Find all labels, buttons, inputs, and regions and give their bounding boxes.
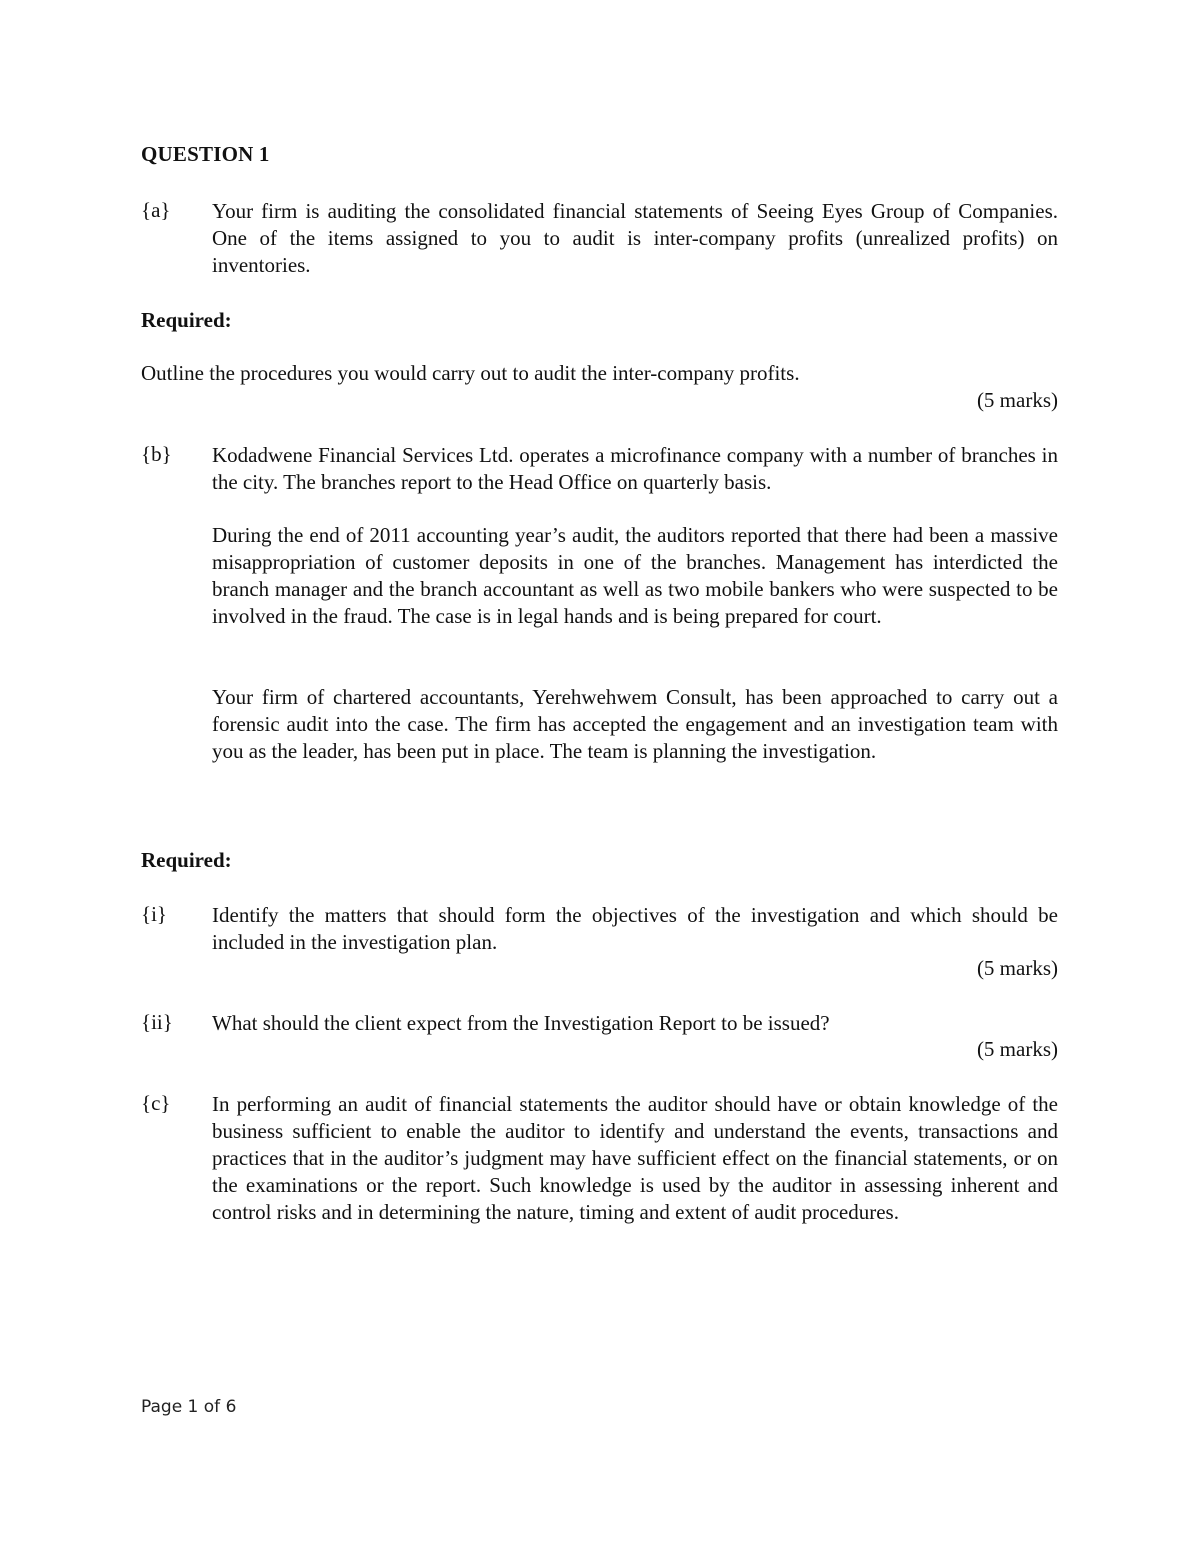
part-b-sub-ii-label: {ii} — [141, 1010, 173, 1034]
part-b-sub-i-label: {i} — [141, 902, 167, 926]
part-b-sub-ii-text: What should the client expect from the Investigation Report to be issued? — [212, 1011, 830, 1035]
part-b-required-heading: Required: — [141, 848, 232, 872]
part-a-text: Your firm is auditing the consolidated financial statements of Seeing Eyes Group of Companies. One of the items assigned to you to audit is inter-company profits (unrealized profits) on inventories. — [212, 199, 1058, 277]
part-a-marks: (5 marks) — [976, 388, 1058, 412]
part-a-label: {a} — [141, 198, 171, 222]
part-b-sub-ii-marks: (5 marks) — [976, 1037, 1058, 1061]
part-a-instruction: Outline the procedures you would carry out to audit the inter-company profits. — [141, 361, 800, 385]
part-b-label: {b} — [141, 442, 172, 466]
question-title: QUESTION 1 — [141, 142, 270, 166]
part-a-required-heading: Required: — [141, 308, 232, 332]
part-c-label: {c} — [141, 1091, 171, 1115]
part-b-sub-i-marks: (5 marks) — [976, 956, 1058, 980]
part-c-text: In performing an audit of financial statements the auditor should have or obtain knowledge of the business sufficient to enable the auditor to identify and understand the events, transactions and practices that in the auditor’s judgment may have sufficient effect on the financial statements, or on the examinations or the report. Such knowledge is used by the auditor in assessing inherent and control risks and in determining the nature, timing and extent of audit procedures. — [212, 1092, 1058, 1224]
part-b-paragraph-3: Your firm of chartered accountants, Yerehwehwem Consult, has been approached to carry out a forensic audit into the case. The firm has accepted the engagement and an investigation team with you as the leader, has been put in place. The team is planning the investigation. — [212, 685, 1058, 763]
part-b-paragraph-1: Kodadwene Financial Services Ltd. operates a microfinance company with a number of branches in the city. The branches report to the Head Office on quarterly basis. — [212, 443, 1058, 494]
part-b-paragraph-2: During the end of 2011 accounting year’s audit, the auditors reported that there had been a massive misappropriation of customer deposits in one of the branches. Management has interdicted the branch manager and the branch accountant as well as two mobile bankers who were suspected to be involved in the fraud. The case is in legal hands and is being prepared for court. — [212, 523, 1058, 628]
part-b-sub-i-text: Identify the matters that should form the objectives of the investigation and which should be included in the investigation plan. — [212, 903, 1058, 954]
page-number: Page 1 of 6 — [141, 1397, 237, 1417]
